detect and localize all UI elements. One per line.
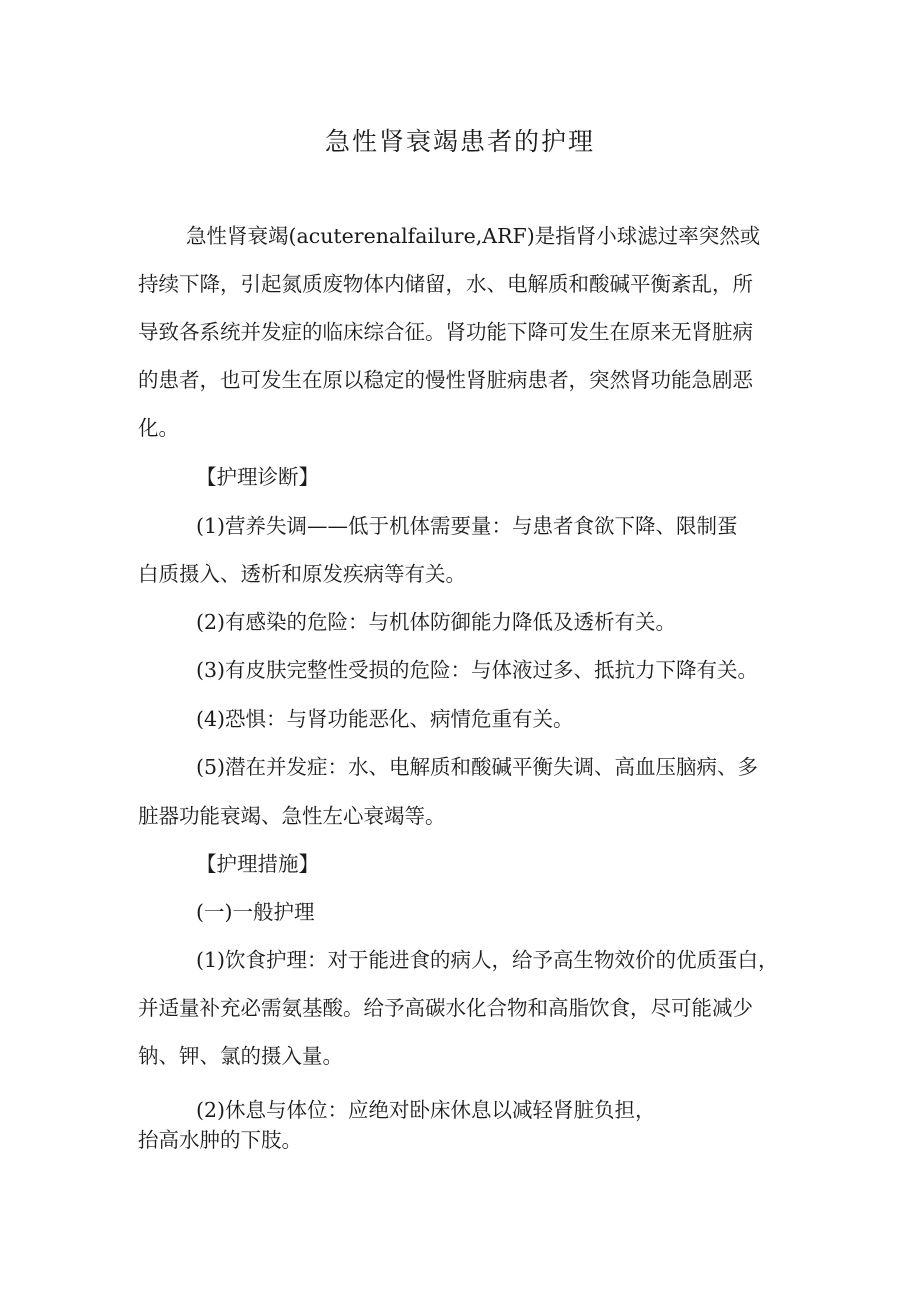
diagnosis-1-line-1: (1)营养失调——低于机体需要量：与患者食欲下降、限制蛋 [196,514,738,538]
measure-1-line-1: (1)饮食护理：对于能进食的病人，给予高生物效价的优质蛋白， [196,948,779,972]
intro-line-3: 导致各系统并发症的临床综合征。肾功能下降可发生在原来无肾脏病 [138,320,753,344]
diagnosis-3: (3)有皮肤完整性受损的危险：与体液过多、抵抗力下降有关。 [196,658,759,682]
measure-1-line-2: 并适量补充必需氨基酸。给予高碳水化合物和高脂饮食，尽可能减少 [138,996,753,1020]
measure-2-line-1: (2)休息与体位：应绝对卧床休息以减轻肾脏负担， [196,1098,656,1122]
diagnosis-1-line-2: 白质摄入、透析和原发疾病等有关。 [138,562,466,586]
intro-line-2: 持续下降，引起氮质废物体内储留，水、电解质和酸碱平衡紊乱，所 [138,272,753,296]
measure-1-line-3: 钠、钾、氯的摄入量。 [138,1044,343,1068]
document-title: 急性肾衰竭患者的护理 [324,127,595,156]
diagnosis-4: (4)恐惧：与肾功能恶化、病情危重有关。 [196,707,574,731]
intro-line-5: 化。 [138,416,179,440]
measure-2-line-2: 抬高水肿的下肢。 [138,1128,302,1152]
intro-line-1: 急性肾衰竭(acuterenalfailure,ARF)是指肾小球滤过率突然或 [186,224,761,248]
diagnosis-heading: 【护理诊断】 [196,465,319,489]
intro-line-4: 的患者，也可发生在原以稳定的慢性肾脏病患者，突然肾功能急剧恶 [138,368,753,392]
general-care-heading: (一)一般护理 [196,900,315,924]
diagnosis-5-line-2: 脏器功能衰竭、急性左心衰竭等。 [138,804,446,828]
measures-heading: 【护理措施】 [196,852,319,876]
diagnosis-2: (2)有感染的危险：与机体防御能力降低及透析有关。 [196,610,677,634]
diagnosis-5-line-1: (5)潜在并发症：水、电解质和酸碱平衡失调、高血压脑病、多 [196,755,759,779]
